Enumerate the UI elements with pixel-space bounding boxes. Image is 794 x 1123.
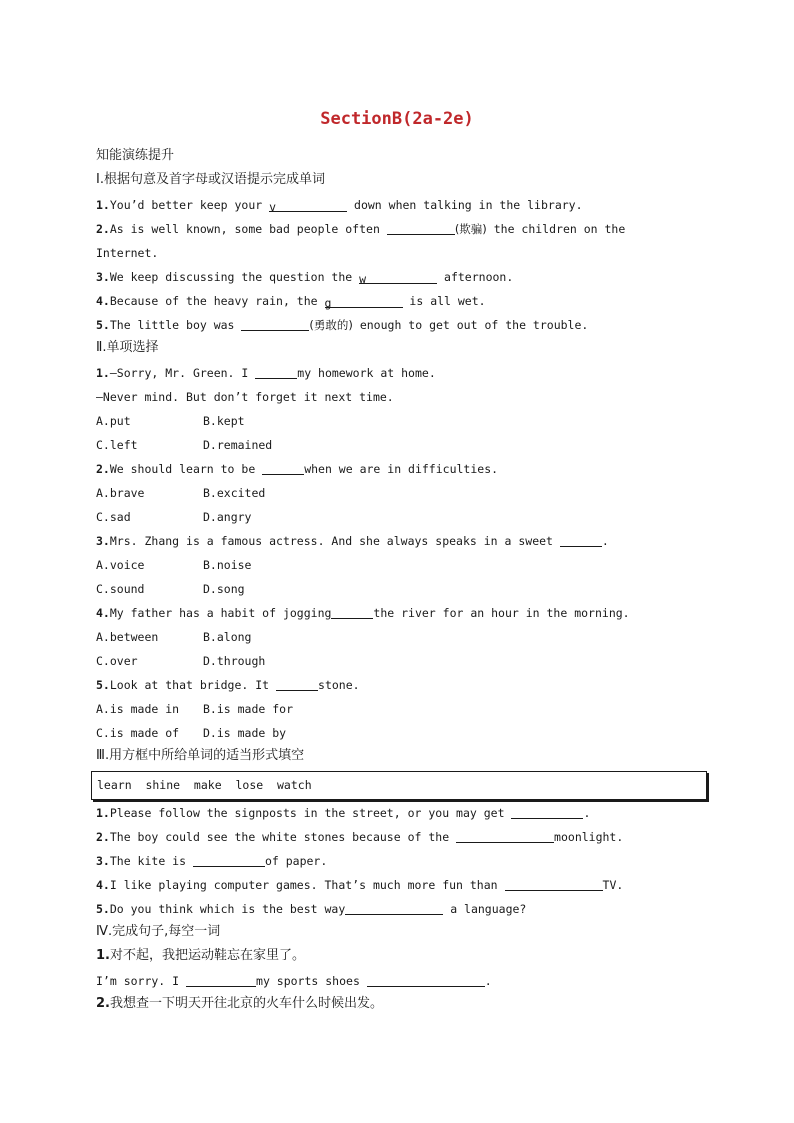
answer-blank[interactable] (255, 366, 297, 379)
option-a[interactable]: A.is made in (96, 702, 180, 716)
s4-q1-cn (96, 948, 305, 964)
question-number: 3. (96, 854, 110, 868)
question-text: a language? (443, 902, 527, 916)
option-a[interactable]: A.put (96, 414, 131, 428)
question-number: 4. (96, 294, 110, 308)
option-c[interactable]: C.left (96, 438, 138, 452)
question-text: moonlight. (554, 830, 624, 844)
word-bank: learn shine make lose watch (97, 778, 312, 792)
question-text: Look at that bridge. It (109, 678, 277, 692)
answer-blank[interactable] (345, 902, 443, 915)
answer-blank[interactable] (325, 295, 403, 308)
section3-title: Ⅲ.用方框中所给单词的适当形式填空 (96, 748, 305, 763)
question-number: 2. (96, 996, 110, 1011)
question-text: You’d better keep your (109, 198, 270, 212)
question-text: TV. (602, 878, 624, 892)
s1-q2 (96, 221, 625, 237)
s1-q5 (96, 317, 588, 333)
question-number: 2. (96, 462, 110, 476)
question-text: Do you think which is the best way (109, 902, 346, 916)
hint-chinese: (欺骗) (454, 222, 487, 236)
question-text: Mrs. Zhang is a famous actress. And she always speaks in a sweet (109, 534, 560, 548)
answer-blank[interactable] (269, 199, 347, 212)
question-number: 2. (96, 222, 110, 236)
hint-chinese: (勇敢的) (309, 318, 353, 332)
option-d[interactable]: D.is made by (203, 726, 287, 740)
question-text: The little boy was (109, 318, 242, 332)
s3-q1 (96, 805, 590, 821)
answer-blank[interactable] (456, 830, 554, 843)
s3-q2 (96, 829, 623, 845)
question-text-cn: 对不起，我把运动鞋忘在家里了。 (109, 948, 305, 963)
answer-blank[interactable] (505, 878, 603, 891)
option-c[interactable]: C.sound (96, 582, 145, 596)
section4-title: Ⅳ.完成句子,每空一词 (96, 924, 221, 939)
question-number: 1. (96, 948, 110, 963)
option-c[interactable]: C.sad (96, 510, 131, 524)
question-text: my sports shoes (256, 974, 367, 988)
question-number: 5. (96, 902, 110, 916)
answer-blank[interactable] (186, 974, 256, 987)
section-heading: 知能演练提升 (96, 148, 175, 163)
s3-q3 (96, 853, 327, 869)
s2-q1 (96, 365, 436, 381)
s2-q4 (96, 605, 630, 621)
word-bank-box (91, 771, 707, 800)
page-title: SectionB(2a-2e) (320, 109, 474, 129)
question-text: My father has a habit of jogging (109, 606, 332, 620)
s3-q4 (96, 877, 623, 893)
answer-blank[interactable] (193, 854, 265, 867)
question-text: the children on the (486, 222, 626, 236)
question-number: 2. (96, 830, 110, 844)
answer-blank[interactable] (331, 606, 373, 619)
option-d[interactable]: D.through (203, 654, 266, 668)
option-d[interactable]: D.song (203, 582, 245, 596)
question-text: is all wet. (402, 294, 486, 308)
question-text: enough to get out of the trouble. (352, 318, 589, 332)
answer-blank[interactable] (387, 222, 455, 235)
option-a[interactable]: A.voice (96, 558, 145, 572)
option-b[interactable]: B.kept (203, 414, 245, 428)
s2-q2 (96, 461, 498, 477)
option-a[interactable]: A.brave (96, 486, 145, 500)
question-text: . (601, 534, 609, 548)
question-text: —Sorry, Mr. Green. I (109, 366, 256, 380)
option-d[interactable]: D.remained (203, 438, 273, 452)
answer-blank[interactable] (367, 974, 485, 987)
question-text: afternoon. (437, 270, 514, 284)
s2-q1-cont: —Never mind. But don’t forget it next time. (96, 390, 394, 404)
s1-q2-cont: Internet. (96, 246, 159, 260)
question-text-cn: 我想查一下明天开往北京的火车什么时候出发。 (109, 996, 383, 1011)
option-b[interactable]: B.excited (203, 486, 266, 500)
answer-blank[interactable] (511, 806, 583, 819)
question-text: As is well known, some bad people often (109, 222, 387, 236)
hint-letter: w (359, 272, 367, 286)
question-text: We keep discussing the question the (109, 270, 360, 284)
question-text: down when talking in the library. (347, 198, 583, 212)
s3-q5 (96, 901, 526, 917)
answer-blank[interactable] (276, 678, 318, 691)
question-number: 4. (96, 878, 110, 892)
question-text: Because of the heavy rain, the (109, 294, 325, 308)
question-text: The kite is (109, 854, 193, 868)
s4-q2-cn (96, 996, 383, 1012)
answer-blank[interactable] (241, 318, 309, 331)
question-number: 5. (96, 678, 110, 692)
question-text: Please follow the signposts in the street, or you may get (109, 806, 512, 820)
s2-q3 (96, 533, 609, 549)
option-a[interactable]: A.between (96, 630, 159, 644)
option-d[interactable]: D.angry (203, 510, 252, 524)
hint-letter: g (324, 296, 332, 310)
question-text: I like playing computer games. That’s much more fun than (109, 878, 505, 892)
answer-blank[interactable] (359, 271, 437, 284)
question-text: stone. (318, 678, 360, 692)
question-text: The boy could see the white stones because of the (109, 830, 457, 844)
section2-title: Ⅱ.单项选择 (96, 340, 159, 355)
option-c[interactable]: C.is made of (96, 726, 180, 740)
question-text: . (484, 974, 492, 988)
question-text: of paper. (264, 854, 328, 868)
hint-letter: v (269, 200, 277, 214)
question-number: 1. (96, 806, 110, 820)
question-text: . (583, 806, 591, 820)
question-text: We should learn to be (109, 462, 263, 476)
question-number: 5. (96, 318, 110, 332)
question-text: I’m sorry. I (96, 974, 187, 988)
option-b[interactable]: B.noise (203, 558, 252, 572)
option-b[interactable]: B.is made for (203, 702, 294, 716)
question-number: 3. (96, 270, 110, 284)
s1-q3 (96, 269, 513, 285)
question-text: when we are in difficulties. (304, 462, 499, 476)
s2-q5 (96, 677, 360, 693)
question-number: 3. (96, 534, 110, 548)
s1-q4 (96, 293, 486, 309)
question-text: my homework at home. (297, 366, 436, 380)
question-number: 4. (96, 606, 110, 620)
option-c[interactable]: C.over (96, 654, 138, 668)
question-number: 1. (96, 198, 110, 212)
answer-blank[interactable] (560, 534, 602, 547)
question-text: the river for an hour in the morning. (373, 606, 630, 620)
section1-title: Ⅰ.根据句意及首字母或汉语提示完成单词 (96, 172, 325, 187)
s1-q1 (96, 197, 583, 213)
answer-blank[interactable] (262, 462, 304, 475)
option-b[interactable]: B.along (203, 630, 252, 644)
s4-q1-en (96, 973, 492, 989)
question-number: 1. (96, 366, 110, 380)
